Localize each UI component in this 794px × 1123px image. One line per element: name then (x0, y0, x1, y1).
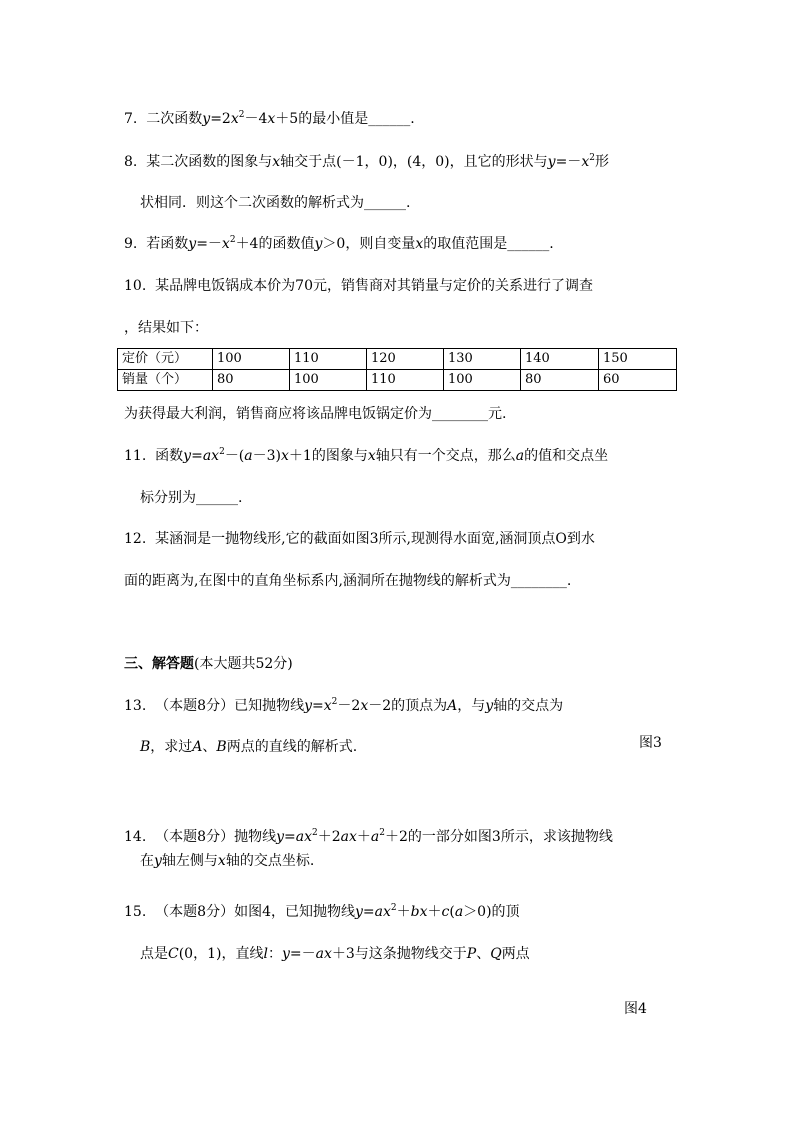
question-11-line2: 标分别为______. (140, 490, 243, 506)
question-7: 7. 二次函数$y=2x^2-4x+5$的最小值是______. (124, 110, 415, 127)
table-cell: 140 (521, 349, 599, 370)
table-header-cell: 销量（个） (118, 370, 213, 391)
question-13-line2: B，求过A、B两点的直线的解析式. (140, 739, 358, 755)
table-cell: 120 (367, 349, 444, 370)
table-cell: 80 (213, 370, 290, 391)
table-cell: 100 (290, 370, 367, 391)
table-cell: 150 (599, 349, 677, 370)
question-number: 14. (124, 829, 147, 845)
table-cell: 60 (599, 370, 677, 391)
question-number: 12. (124, 531, 147, 547)
table-row (118, 349, 677, 370)
question-12: 12. 某涵洞是一抛物线形,它的截面如图3所示,现测得水面宽,涵洞顶点O到水 (124, 531, 595, 547)
question-14-line2: 在y轴左侧与x轴的交点坐标. (140, 853, 315, 869)
question-number: 9. (124, 236, 138, 252)
question-number: 7. (124, 111, 138, 127)
question-15-line2: 点是C(0，1)，直线l：y=－ax＋3与这条抛物线交于P、Q两点 (140, 946, 530, 962)
table-cell: 100 (213, 349, 290, 370)
question-number: 15. (124, 904, 147, 920)
question-10-line2: ，结果如下： (124, 320, 208, 336)
table-row (118, 370, 677, 391)
question-12-line2: 面的距离为,在图中的直角坐标系内,涵洞所在抛物线的解析式为________. (124, 573, 572, 589)
question-14: 14. （本题8分）抛物线$y=ax^2+2ax+a^2+2$的一部分如图3所示，求该抛物线 (124, 828, 613, 845)
table-cell: 100 (444, 370, 521, 391)
figure-3-label: 图3 (639, 735, 662, 751)
table-cell: 80 (521, 370, 599, 391)
table-cell: 110 (367, 370, 444, 391)
question-13: 13. （本题8分）已知抛物线$y=x^2-2x-2$的顶点为A，与y轴的交点为 (124, 697, 564, 714)
question-10: 10. 某品牌电饭锅成本价为70元，销售商对其销量与定价的关系进行了调查 (124, 278, 593, 294)
question-8-line2: 状相同．则这个二次函数的解析式为______. (140, 195, 411, 211)
price-sales-table (117, 348, 677, 391)
table-cell: 110 (290, 349, 367, 370)
question-8: 8. 某二次函数的图象与x轴交于点(－1，0)，(4，0)，且它的形状与$y=-x^2$形 (124, 153, 609, 170)
section-note: (本大题共52分) (194, 656, 293, 672)
table-cell: 130 (444, 349, 521, 370)
question-15: 15. （本题8分）如图4，已知抛物线$y=ax^2+bx+c(a>0)$的顶 (124, 903, 520, 920)
figure-4-label: 图4 (624, 1001, 647, 1017)
question-10-line3: 为获得最大利润，销售商应将该品牌电饭锅定价为________元. (124, 406, 507, 422)
section-title: 三、解答题 (124, 656, 194, 672)
table-header-cell: 定价（元） (118, 349, 213, 370)
question-number: 11. (124, 448, 147, 464)
question-number: 13. (124, 698, 147, 714)
question-11: 11. 函数$y=ax^2-(a-3)x+1$的图象与x轴只有一个交点，那么a的值和交点坐 (124, 447, 609, 464)
question-9: 9. 若函数$y=-x^2+4$的函数值y＞0，则自变量x的取值范围是______. (124, 235, 554, 252)
question-number: 10. (124, 278, 147, 294)
section-heading (124, 654, 293, 674)
question-number: 8. (124, 154, 138, 170)
